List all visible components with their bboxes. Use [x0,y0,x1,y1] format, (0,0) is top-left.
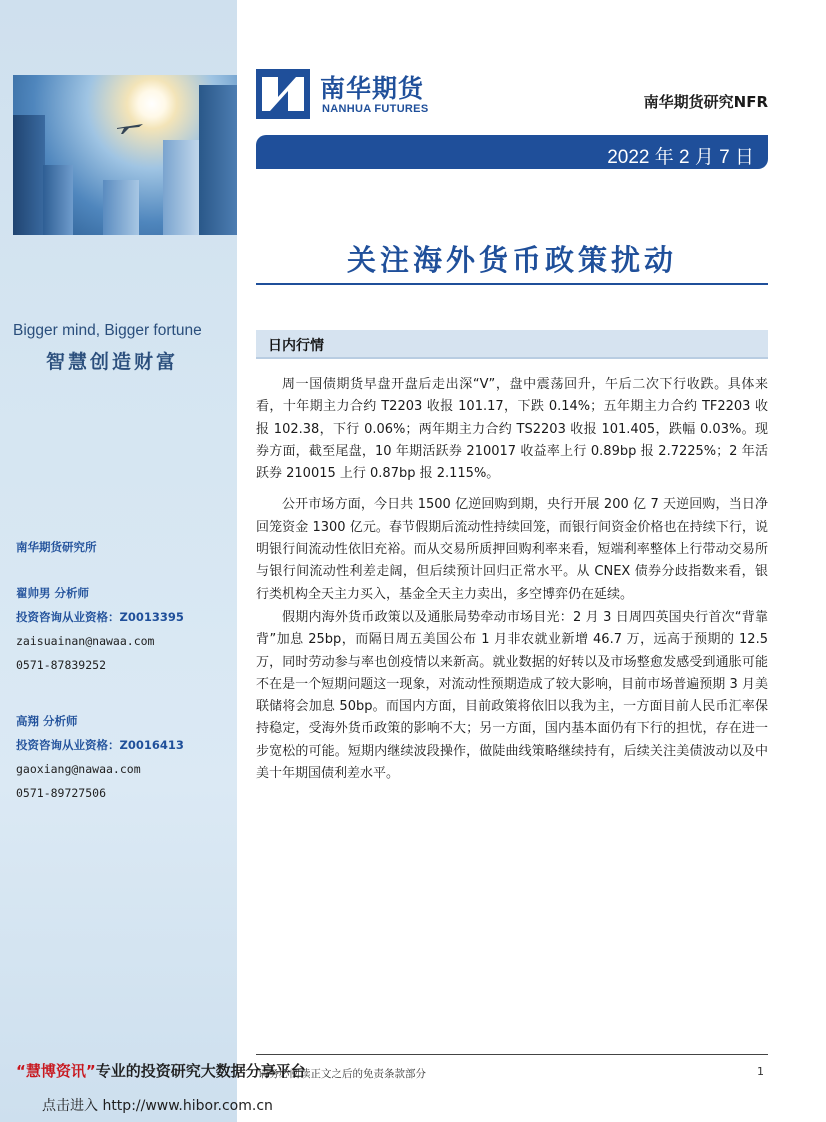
watermark-line [16,1060,306,1081]
nanhua-logo-icon [256,69,310,119]
report-date: 2022 年 2 月 7 日 [607,147,754,168]
analyst-email: zaisuainan@nawaa.com [16,634,155,648]
institute-header: 南华期货研究NFR [643,93,768,111]
building-shape [13,115,45,235]
brand-name-en: NANHUA FUTURES [322,103,429,115]
tagline-en: Bigger mind, Bigger fortune [13,322,202,339]
watermark-link[interactable]: 点击进入 http://www.hibor.com.cn [42,1098,273,1114]
institute-label: 南华期货研究所 [16,540,97,554]
body-paragraph: 周一国债期货早盘开盘后走出深“V”，盘中震荡回升，午后二次下行收跌。具体来看，十年期主力合约 T2203 收报 101.17，下跌 0.14%；五年期主力合约 TF2203 收报 102.38，下行 0.06%；两年期主力合约 TS2203 收报 101.405，跌幅 0.03%。现券方面，截至尾盘，10 年期活跃券 210017 收益率上行 0.89bp 报 2.7225%；2 年活跃券 210015 上行 0.87bp 报 2.115%。 [256,377,768,482]
body-paragraph: 假期内海外货币政策以及通胀局势牵动市场目光：2 月 3 日周四英国央行首次“背靠背”加息 25bp，而隔日周五美国公布 1 月非农就业新增 46.7 万，远高于预期的 12.5 万，同时劳动参与率也创疫情以来新高。就业数据的好转以及市场整愈发感受到通胀可能不在是一个短期问题这一现象，对流动性预期造成了较大影响，目前市场普遍预期 3 月美联储将会加息 50bp。而国内方面，目前政策将依旧以我为主，一方面目前人民币汇率保持稳定，受海外货币政策的影响不大；另一方面，国内基本面仍有下行的担忧，存在进一步宽松的可能。短期内继续波段操作，做陡曲线策略继续持有，后续关注美债波动以及中美十年期国债利差水平。 [256,609,768,782]
body-paragraph: 公开市场方面，今日共 1500 亿逆回购到期，央行开展 200 亿 7 天逆回购，当日净回笼资金 1300 亿元。春节假期后流动性持续回笼，而银行间资金价格也在持续下行，说明银行间流动性依旧充裕。而从交易所质押回购利率来看，短端利率整体上行带动交易所与银行间流动性利差走阔，但后续预计回归正常水平。从 CNEX 债券分歧指数来看，银行类机构全天主力买入，基金全天主力卖出，多空博弈仍在延续。 [256,497,768,602]
brand-name-cn: 南华期货 [320,74,425,103]
analyst-license: 投资咨询从业资格：Z0016413 [16,738,184,752]
footer-divider [256,1054,768,1055]
building-shape [43,165,73,235]
analyst-name: 翟帅男 分析师 [16,586,90,600]
analyst-card [16,585,231,673]
airplane-icon [115,119,145,135]
institute-name [16,539,231,555]
title-divider [256,283,768,285]
building-shape [199,85,237,235]
analyst-card [16,713,231,801]
analyst-name: 高翔 分析师 [16,714,78,728]
analyst-phone: 0571-89727506 [16,786,107,800]
analyst-email: gaoxiang@nawaa.com [16,762,141,776]
section-header [256,330,768,359]
report-body [256,374,768,786]
tagline-cn: 智慧创造财富 [46,351,179,373]
disclaimer-note: 请务必阅读正文之后的免责条款部分 [258,1068,426,1080]
watermark-text: 专业的投资研究大数据分享平台 [95,1062,306,1080]
date-bar [256,135,768,169]
watermark-brand: “慧博资讯” [16,1062,96,1080]
building-shape [103,180,139,235]
analyst-license: 投资咨询从业资格：Z0013395 [16,610,184,624]
page-number: 1 [757,1065,764,1078]
sidebar [0,0,237,1122]
report-title: 关注海外货币政策扰动 [346,243,677,277]
cover-image [13,75,237,235]
section-title: 日内行情 [268,338,324,354]
analyst-phone: 0571-87839252 [16,658,107,672]
building-shape [163,140,203,235]
